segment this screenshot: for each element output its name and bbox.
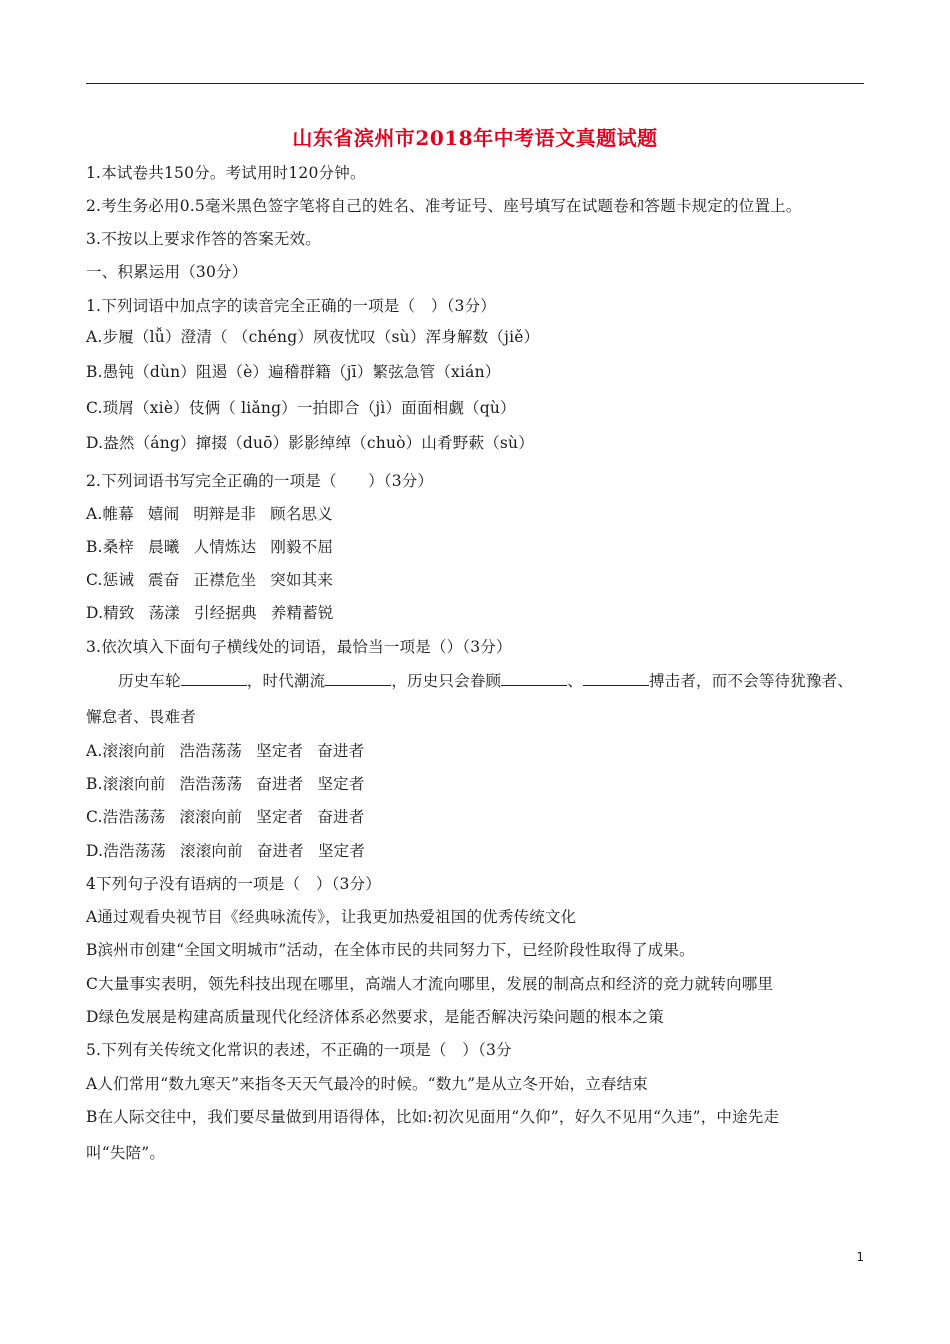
page-number: 1 [856,1250,864,1264]
word: 坚定者 [317,775,365,793]
word: 顾名思义 [270,505,333,523]
sentence-part: 历史车轮 [118,672,181,690]
word: 奋进者 [317,808,365,826]
q3-stem: 3.依次填入下面句子横线处的词语，最恰当一项是（）（3分） [86,638,512,656]
option-label: B.桑梓 [86,538,135,556]
answer-blank [583,671,649,686]
instruction-3: 3.不按以上要求作答的答案无效。 [86,230,321,248]
q4-option-a: A通过观看央视节目《经典咏流传》，让我更加热爱祖国的优秀传统文化 [86,908,577,926]
option-label: B.滚滚向前 [86,775,166,793]
q2-option-d [86,603,334,623]
q1-option-a: A.步履（lǚ）澄清（ （chéng）夙夜忧叹（sù）浑身解数（jiě） [86,328,540,346]
word: 人情炼达 [193,538,257,556]
word: 刚毅不屈 [270,538,334,556]
q3-sentence [118,671,853,691]
answer-blank [325,671,391,686]
q1-option-d: D.盎然（áng）撺掇（duō）影影绰绰（chuò）山肴野蔌（sù） [86,434,534,452]
q3-option-a [86,741,364,761]
q5-stem: 5.下列有关传统文化常识的表述，不正确的一项是（ ）（3分 [86,1041,512,1059]
q4-option-b: B滨州市创建“全国文明城市”活动，在全体市民的共同努力下，已经阶段性取得了成果。 [86,941,695,959]
option-label: D.精致 [86,604,135,622]
q3-option-b [86,774,365,794]
word: 浩浩荡荡 [179,742,243,760]
sentence-part: 、 [567,672,583,690]
q5-option-b: B在人际交往中，我们要尽量做到用语得体，比如:初次见面用“久仰”，好久不见用“久违”，中途先走 [86,1108,780,1126]
option-label: A.帷幕 [86,505,134,523]
document-title: 山东省滨州市2018年中考语文真题试题 [292,126,658,150]
q5-option-b-continued: 叫“失陪”。 [86,1144,166,1162]
word: 坚定者 [256,742,304,760]
word: 突如其来 [270,571,334,589]
answer-blank [181,671,247,686]
q4-option-d: D绿色发展是构建高质量现代化经济体系必然要求，是能否解决污染问题的根本之策 [86,1008,664,1026]
word: 滚滚向前 [180,842,243,860]
q2-option-a [86,504,333,524]
word: 明辩是非 [193,505,257,523]
word: 坚定者 [256,808,304,826]
word: 浩浩荡荡 [179,775,243,793]
option-label: C.惩诫 [86,571,135,589]
word: 晨曦 [148,538,180,556]
q1-stem: 1.下列词语中加点字的读音完全正确的一项是（ ）（3分） [86,297,497,315]
header-rule [86,83,864,84]
option-label: C.浩浩荡荡 [86,808,166,826]
section-heading: 一、积累运用（30分） [86,263,248,281]
q5-option-a: A人们常用“数九寒天”来指冬天天气最冷的时候。“数九”是从立冬开始，立春结束 [86,1075,648,1093]
word: 嬉闹 [147,505,180,523]
word: 奋进者 [256,775,304,793]
sentence-part: 搏击者，而不会等待犹豫者、 [648,672,854,690]
q2-option-b [86,537,333,557]
word: 滚滚向前 [179,808,243,826]
q4-option-c: C大量事实表明，领先科技出现在哪里，高端人才流向哪里，发展的制高点和经济的竞力就转向哪里 [86,975,774,993]
word: 养精蓄锐 [270,604,334,622]
instruction-1: 1.本试卷共150分。考试用时120分钟。 [86,164,366,182]
word: 震奋 [148,571,180,589]
q3-sentence-continued: 懈怠者、畏难者 [86,708,196,726]
sentence-part: ，时代潮流 [246,672,326,690]
q4-stem: 4下列句子没有语病的一项是（ ）（3分） [86,875,381,893]
q2-option-c [86,570,333,590]
instruction-2: 2.考生务必用0.5毫米黑色签字笔将自己的姓名、准考证号、座号填写在试题卷和答题卡规定的位置上。 [86,197,802,215]
q3-option-c [86,807,364,827]
option-label: D.浩浩荡荡 [86,842,167,860]
q1-option-b: B.愚钝（dùn）阻遏（è）遍稽群籍（jī）繁弦急管（xián） [86,363,501,381]
option-label: A.滚滚向前 [86,742,166,760]
q2-stem: 2.下列词语书写完全正确的一项是（ ）（3分） [86,472,434,490]
answer-blank [501,671,567,686]
q1-option-c: C.琐屑（xiè）伎俩（ liǎng）一拍即合（jì）面面相觑（qù） [86,399,516,417]
word: 引经据典 [194,604,257,622]
word: 坚定者 [317,842,366,860]
word: 正襟危坐 [193,571,257,589]
word: 奋进者 [317,742,365,760]
word: 荡漾 [148,604,181,622]
word: 奋进者 [256,842,304,860]
q3-option-d [86,841,365,861]
sentence-part: ，历史只会眷顾 [391,672,502,690]
